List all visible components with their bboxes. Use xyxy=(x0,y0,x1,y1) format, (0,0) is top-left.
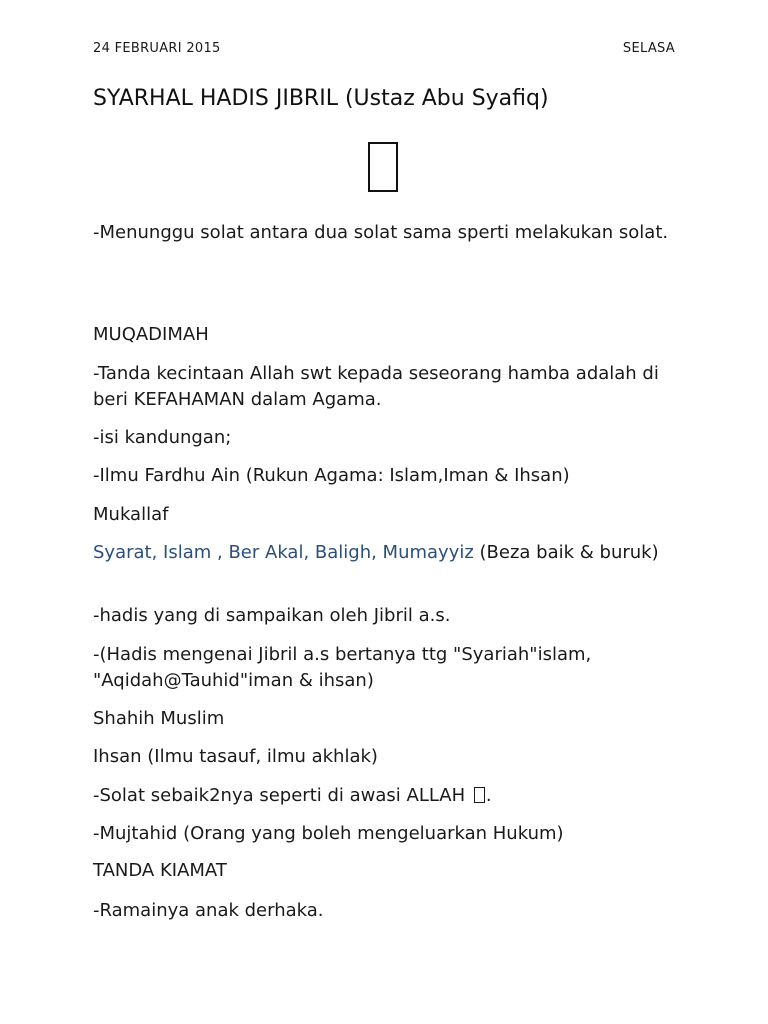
heading-muqadimah: MUQADIMAH xyxy=(93,324,209,345)
paragraph-1: -Menunggu solat antara dua solat sama sperti melakukan solat. xyxy=(93,222,669,243)
heading-shahih-muslim: Shahih Muslim xyxy=(93,708,225,729)
paragraph-9: -(Hadis mengenai Jibril a.s bertanya ttg "Syariah"islam, "Aqidah@Tauhid"iman & ihsan) xyxy=(93,644,592,691)
missing-glyph-icon-inline xyxy=(474,787,485,803)
header-date: 24 FEBRUARI 2015 xyxy=(93,41,221,56)
paragraph-12-end: . xyxy=(485,785,492,806)
paragraph-12-text: -Solat sebaik2nya seperti di awasi ALLAH xyxy=(93,785,471,806)
paragraph-7 xyxy=(93,540,683,566)
paragraph-8: -hadis yang di sampaikan oleh Jibril a.s. xyxy=(93,605,451,626)
paragraph-4: -isi kandungan; xyxy=(93,427,232,448)
page-header xyxy=(93,41,675,56)
paragraph-3: -Tanda kecintaan Allah swt kepada seseorang hamba adalah di beri KEFAHAMAN dalam Agama. xyxy=(93,363,659,410)
paragraph-5: -Ilmu Fardhu Ain (Rukun Agama: Islam,Iman & Ihsan) xyxy=(93,465,570,486)
header-day: SELASA xyxy=(622,41,675,56)
heading-tanda-kiamat: TANDA KIAMAT xyxy=(93,860,227,881)
paragraph-11: Ihsan (Ilmu tasauf, ilmu akhlak) xyxy=(93,746,378,767)
paragraph-15: -Ramainya anak derhaka. xyxy=(93,900,324,921)
heading-mukallaf: Mukallaf xyxy=(93,504,169,525)
missing-glyph-icon xyxy=(368,142,398,192)
paragraph-12 xyxy=(93,783,683,809)
paragraph-7-rest: (Beza baik & buruk) xyxy=(473,542,659,563)
document-title: SYARHAL HADIS JIBRIL (Ustaz Abu Syafiq) xyxy=(93,86,549,111)
syarat-highlight: Syarat, Islam , Ber Akal, Baligh, Mumayyiz xyxy=(93,542,474,563)
paragraph-13: -Mujtahid (Orang yang boleh mengeluarkan Hukum) xyxy=(93,823,564,844)
